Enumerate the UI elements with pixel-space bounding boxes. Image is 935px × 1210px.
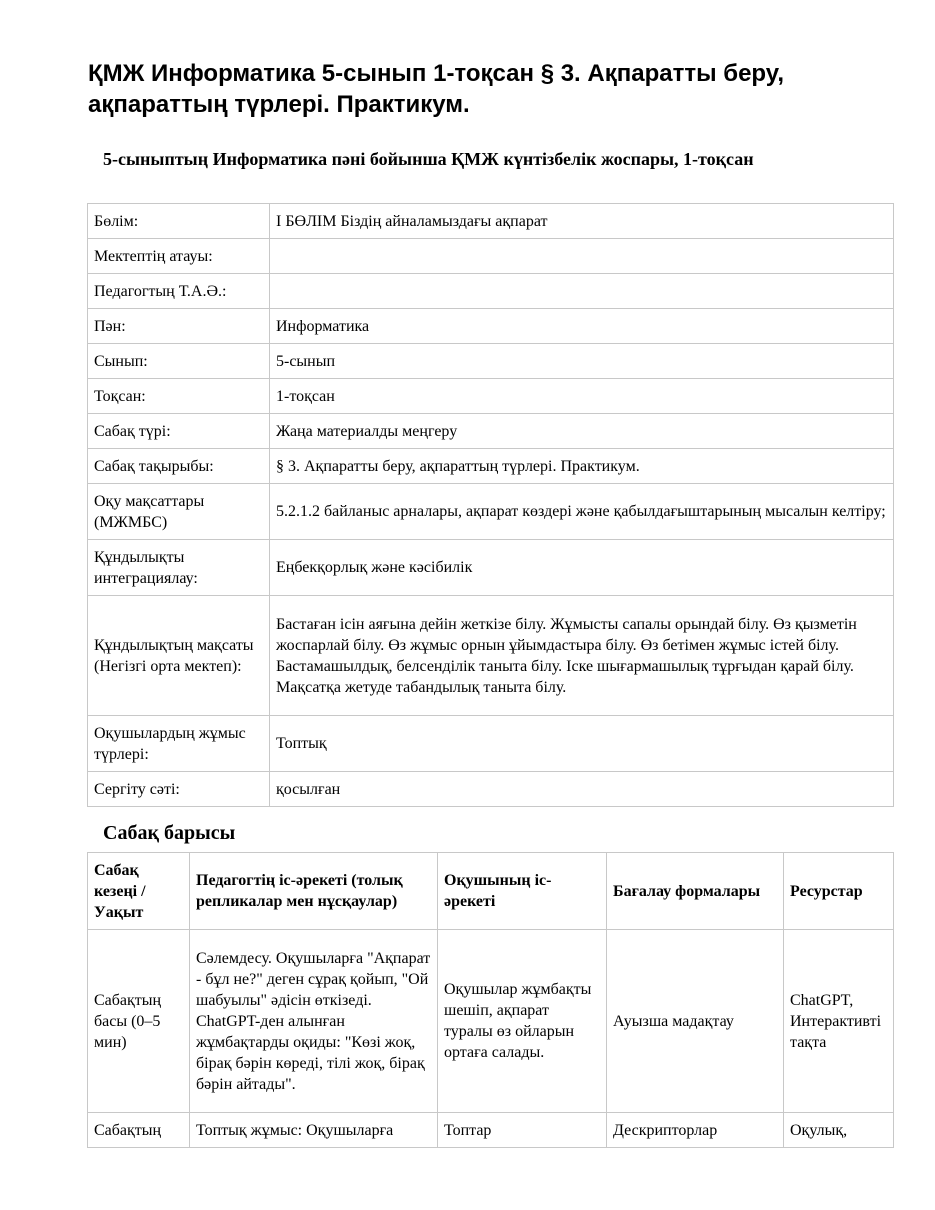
student-activity-cell: Оқушылар жұмбақты шешіп, ақпарат туралы өз ойларын ортаға салады. (438, 930, 607, 1113)
info-row-learning-objectives (88, 484, 894, 540)
column-header-resources: Ресурстар (784, 853, 894, 930)
table-row (88, 1113, 894, 1148)
info-value (270, 239, 894, 274)
stage-cell: Сабақтың (88, 1113, 190, 1148)
info-row-work-types (88, 716, 894, 772)
info-label: Сергіту сәті: (88, 772, 270, 807)
lesson-info-table (87, 203, 894, 807)
info-value: 5-сынып (270, 344, 894, 379)
info-row-teacher (88, 274, 894, 309)
info-label: Оқушылардың жұмыс түрлері: (88, 716, 270, 772)
student-activity-cell: Топтар (438, 1113, 607, 1148)
info-row-grade (88, 344, 894, 379)
assessment-cell: Дескрипторлар (607, 1113, 784, 1148)
resources-cell: ChatGPT, Интерактивті тақта (784, 930, 894, 1113)
column-header-assessment: Бағалау формалары (607, 853, 784, 930)
info-label: Пән: (88, 309, 270, 344)
info-row-lesson-type (88, 414, 894, 449)
teacher-activity-cell: Сәлемдесу. Оқушыларға "Ақпарат - бұл не?" деген сұрақ қойып, "Ой шабуылы" әдісін өткізеді. ChatGPT-ден алынған жұмбақтарды оқиды: "Көзі жоқ, бірақ бәрін көреді, тілі жоқ, бірақ бәрін айтады". (190, 930, 438, 1113)
plan-subtitle: 5-сыныптың Информатика пәні бойынша ҚМЖ күнтізбелік жоспары, 1-тоқсан (103, 149, 754, 169)
info-row-value-integration (88, 540, 894, 596)
info-value: Топтық (270, 716, 894, 772)
column-header-student-activity: Оқушының іс-әрекеті (438, 853, 607, 930)
info-row-subject (88, 309, 894, 344)
info-value: Еңбекқорлық және кәсібилік (270, 540, 894, 596)
info-label: Сабақ түрі: (88, 414, 270, 449)
column-header-stage: Сабақ кезеңі / Уақыт (88, 853, 190, 930)
info-value: 1-тоқсан (270, 379, 894, 414)
teacher-activity-cell: Топтық жұмыс: Оқушыларға (190, 1113, 438, 1148)
info-label: Бөлім: (88, 204, 270, 239)
info-label: Оқу мақсаттары (МЖМБС) (88, 484, 270, 540)
lesson-progress-heading: Сабақ барысы (103, 822, 236, 844)
assessment-cell: Ауызша мадақтау (607, 930, 784, 1113)
info-value (270, 274, 894, 309)
table-row (88, 930, 894, 1113)
info-row-warmup (88, 772, 894, 807)
stage-cell: Сабақтың басы (0–5 мин) (88, 930, 190, 1113)
info-label: Құндылықты интеграциялау: (88, 540, 270, 596)
info-label: Сынып: (88, 344, 270, 379)
info-row-section (88, 204, 894, 239)
info-label: Құндылықтың мақсаты (Негізгі орта мектеп): (88, 596, 270, 716)
info-label: Тоқсан: (88, 379, 270, 414)
column-header-teacher-activity: Педагогтің іс-әрекеті (толық репликалар мен нұсқаулар) (190, 853, 438, 930)
info-row-quarter (88, 379, 894, 414)
info-value: Информатика (270, 309, 894, 344)
lesson-progress-table (87, 852, 894, 1148)
info-row-value-goal (88, 596, 894, 716)
info-value: Бастаған ісін аяғына дейін жеткізе білу. Жұмысты сапалы орындай білу. Өз қызметін жоспарлай білу. Өз жұмыс орнын ұйымдастыра білу. Өз бетімен жұмыс істей білу. Бастамашылдық, белсенділік таныта білу. Іске шығармашылық тұрғыдан қарай білу. Мақсатқа жетуде табандылық таныта білу. (270, 596, 894, 716)
resources-cell: Оқулық, (784, 1113, 894, 1148)
info-row-lesson-topic (88, 449, 894, 484)
info-value: 5.2.1.2 байланыс арналары, ақпарат көздері және қабылдағыштарының мысалын келтіру; (270, 484, 894, 540)
info-label: Мектептің атауы: (88, 239, 270, 274)
info-label: Сабақ тақырыбы: (88, 449, 270, 484)
lesson-header-row (88, 853, 894, 930)
info-row-school (88, 239, 894, 274)
info-value: қосылған (270, 772, 894, 807)
info-value: § 3. Ақпаратты беру, ақпараттың түрлері. Практикум. (270, 449, 894, 484)
info-value: Жаңа материалды меңгеру (270, 414, 894, 449)
info-label: Педагогтың Т.А.Ә.: (88, 274, 270, 309)
info-value: I БӨЛІМ Біздің айналамыздағы ақпарат (270, 204, 894, 239)
document-title: ҚМЖ Информатика 5-сынып 1-тоқсан § 3. Ақпаратты беру, ақпараттың түрлері. Практикум. (88, 60, 784, 118)
